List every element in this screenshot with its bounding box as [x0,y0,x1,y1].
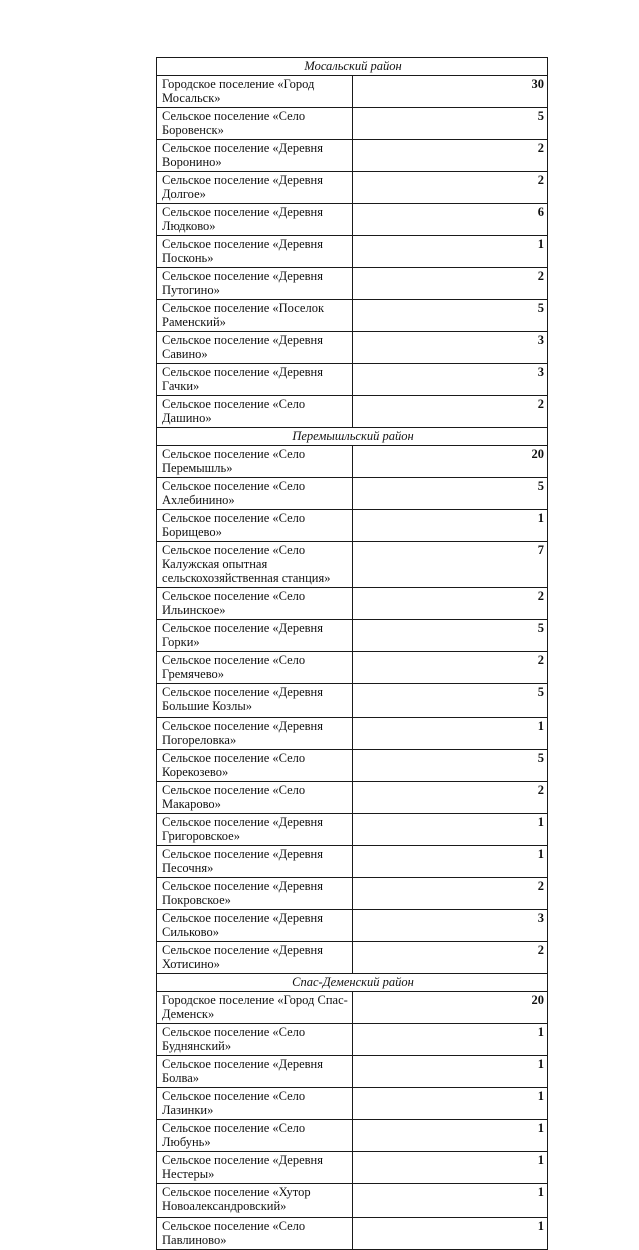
settlement-count: 20 [352,446,548,478]
table-row [157,510,548,542]
settlement-name: Сельское поселение «Село Перемышль» [157,446,353,478]
settlement-name: Сельское поселение «Село Ильинское» [157,588,353,620]
settlement-count: 2 [352,172,548,204]
settlement-name: Сельское поселение «Деревня Нестеры» [157,1152,353,1184]
table-row [157,236,548,268]
district-header-row [157,974,548,992]
table-row [157,782,548,814]
settlement-name: Сельское поселение «Деревня Болва» [157,1056,353,1088]
table-row [157,478,548,510]
settlement-count: 1 [352,1120,548,1152]
settlement-count: 5 [352,684,548,718]
settlement-name: Сельское поселение «Поселок Раменский» [157,300,353,332]
table-row [157,268,548,300]
table-row [157,684,548,718]
settlement-count: 1 [352,510,548,542]
district-heading: Спас-Деменский район [157,974,548,992]
district-heading: Перемышльский район [157,428,548,446]
settlement-count: 1 [352,1056,548,1088]
settlement-count: 1 [352,1218,548,1250]
table-row [157,1056,548,1088]
table-row [157,1152,548,1184]
settlement-name: Сельское поселение «Село Калужская опытная сельскохозяйственная станция» [157,542,353,588]
settlement-name: Сельское поселение «Деревня Григоровское» [157,814,353,846]
table-row [157,588,548,620]
settlement-count: 1 [352,1184,548,1218]
table-row [157,108,548,140]
table-row [157,396,548,428]
settlement-count: 1 [352,236,548,268]
settlement-name: Сельское поселение «Село Боровенск» [157,108,353,140]
settlement-count: 5 [352,750,548,782]
settlement-count: 3 [352,332,548,364]
table-row [157,1218,548,1250]
table-row [157,76,548,108]
settlement-name: Сельское поселение «Деревня Путогино» [157,268,353,300]
table-row [157,332,548,364]
settlement-name: Сельское поселение «Село Гремячево» [157,652,353,684]
table-row [157,1120,548,1152]
settlement-count: 5 [352,108,548,140]
table-row [157,620,548,652]
settlement-name: Сельское поселение «Село Павлиново» [157,1218,353,1250]
table-row [157,718,548,750]
table-row [157,542,548,588]
settlements-table [156,57,548,1250]
settlement-name: Сельское поселение «Деревня Горки» [157,620,353,652]
settlement-name: Сельское поселение «Село Любунь» [157,1120,353,1152]
settlement-count: 1 [352,718,548,750]
table-row [157,1088,548,1120]
settlement-name: Городское поселение «Город Мосальск» [157,76,353,108]
table-row [157,814,548,846]
settlement-count: 5 [352,478,548,510]
settlement-count: 3 [352,910,548,942]
settlement-count: 1 [352,814,548,846]
settlement-name: Городское поселение «Город Спас-Деменск» [157,992,353,1024]
table-row [157,172,548,204]
settlement-count: 2 [352,396,548,428]
settlement-count: 1 [352,1088,548,1120]
settlement-count: 2 [352,140,548,172]
district-heading: Мосальский район [157,58,548,76]
settlement-count: 5 [352,300,548,332]
settlement-count: 2 [352,588,548,620]
settlement-count: 2 [352,652,548,684]
settlement-count: 20 [352,992,548,1024]
settlement-count: 1 [352,1024,548,1056]
settlement-name: Сельское поселение «Деревня Савино» [157,332,353,364]
settlement-count: 1 [352,846,548,878]
settlement-count: 2 [352,878,548,910]
table-row [157,910,548,942]
table-row [157,204,548,236]
district-header-row [157,58,548,76]
table-row [157,992,548,1024]
settlement-count: 3 [352,364,548,396]
settlement-name: Сельское поселение «Деревня Посконь» [157,236,353,268]
district-header-row [157,428,548,446]
settlement-name: Сельское поселение «Село Макарово» [157,782,353,814]
settlement-name: Сельское поселение «Деревня Долгое» [157,172,353,204]
settlement-name: Сельское поселение «Деревня Покровское» [157,878,353,910]
settlement-name: Сельское поселение «Село Борищево» [157,510,353,542]
settlement-name: Сельское поселение «Село Корекозево» [157,750,353,782]
table-row [157,364,548,396]
table-row [157,1024,548,1056]
settlement-name: Сельское поселение «Деревня Погореловка» [157,718,353,750]
settlement-name: Сельское поселение «Деревня Песочня» [157,846,353,878]
settlement-count: 30 [352,76,548,108]
settlement-name: Сельское поселение «Село Ахлебинино» [157,478,353,510]
settlement-name: Сельское поселение «Деревня Сильково» [157,910,353,942]
settlement-name: Сельское поселение «Деревня Людково» [157,204,353,236]
table-row [157,300,548,332]
table-row [157,652,548,684]
settlement-name: Сельское поселение «Село Дашино» [157,396,353,428]
settlement-name: Сельское поселение «Деревня Хотисино» [157,942,353,974]
table-row [157,446,548,478]
settlement-count: 2 [352,268,548,300]
table-row [157,846,548,878]
settlement-count: 6 [352,204,548,236]
settlement-name: Сельское поселение «Деревня Воронино» [157,140,353,172]
table-row [157,1184,548,1218]
settlement-name: Сельское поселение «Село Буднянский» [157,1024,353,1056]
settlement-count: 1 [352,1152,548,1184]
table-row [157,140,548,172]
settlement-count: 5 [352,620,548,652]
settlement-count: 2 [352,942,548,974]
settlement-count: 2 [352,782,548,814]
table-row [157,942,548,974]
table-body [157,58,548,1250]
table-row [157,750,548,782]
settlement-count: 7 [352,542,548,588]
settlement-name: Сельское поселение «Деревня Гачки» [157,364,353,396]
settlement-name: Сельское поселение «Село Лазинки» [157,1088,353,1120]
settlement-name: Сельское поселение «Деревня Большие Козлы» [157,684,353,718]
settlement-name: Сельское поселение «Хутор Новоалександровский» [157,1184,353,1218]
